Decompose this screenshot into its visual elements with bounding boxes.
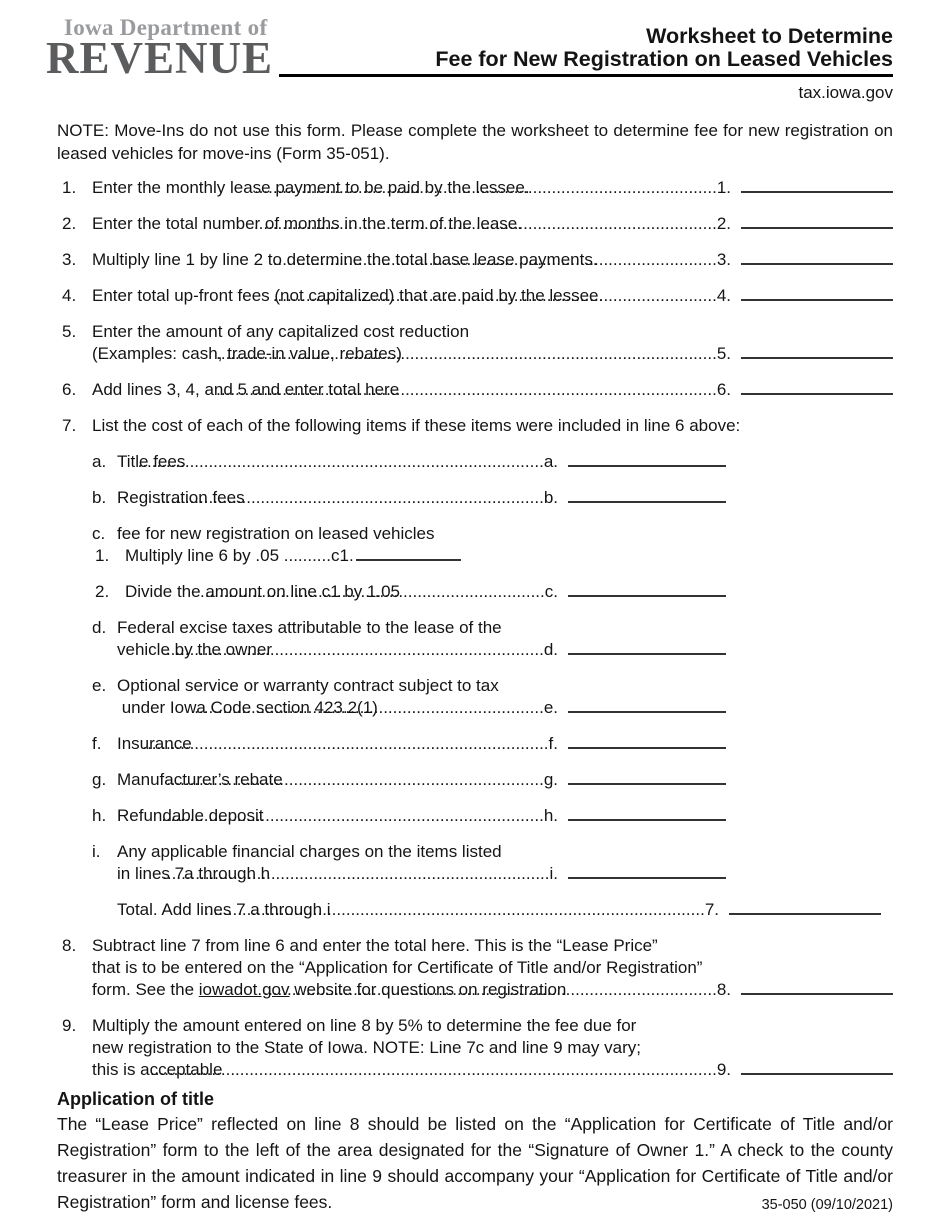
logo-text-main: REVENUE bbox=[46, 33, 274, 83]
line-5-number: 5. bbox=[62, 322, 77, 341]
line-7f-text: Insurance bbox=[117, 734, 197, 753]
line-8-text-1: Subtract line 7 from line 6 and enter the total here. This is the “Lease Price” bbox=[92, 936, 658, 955]
line-7e-text-1: Optional service or warranty contract subject to tax bbox=[117, 676, 499, 695]
line-6-amount-field[interactable] bbox=[741, 393, 893, 395]
dot-leader bbox=[151, 1059, 717, 1081]
line-7e bbox=[92, 675, 726, 719]
line-7h-label: h. bbox=[543, 806, 558, 825]
form-title-line2: Fee for New Registration on Leased Vehicles bbox=[435, 47, 893, 71]
line-7c2-text: Divide the amount on line c1 by 1.05 bbox=[125, 582, 401, 601]
line-7d-text-2: vehicle by the owner bbox=[117, 640, 272, 659]
line-1-label: 1. bbox=[716, 178, 731, 197]
line-6-label: 6. bbox=[716, 380, 731, 399]
line-7a-letter: a. bbox=[92, 452, 107, 471]
line-7i-text-1: Any applicable financial charges on the items listed bbox=[117, 842, 502, 861]
iowa-department-of-revenue-logo bbox=[46, 15, 279, 83]
dot-leader bbox=[143, 733, 549, 755]
line-5-text-2: (Examples: cash, trade-in value, rebates) bbox=[92, 344, 402, 363]
dot-leader bbox=[158, 487, 544, 509]
line-4-number: 4. bbox=[62, 286, 77, 305]
line-7-text: List the cost of each of the following items if these items were included in line 6 above: bbox=[92, 416, 741, 435]
dot-leader bbox=[139, 451, 544, 473]
line-7d-letter: d. bbox=[92, 618, 107, 637]
line-2-number: 2. bbox=[62, 214, 77, 233]
dot-leader bbox=[256, 177, 717, 199]
line-7h-letter: h. bbox=[92, 806, 107, 825]
line-7g-text: Manufacturer’s rebate bbox=[117, 770, 288, 789]
line-7g-label: g. bbox=[543, 770, 558, 789]
line-7f bbox=[92, 733, 726, 755]
line-7d bbox=[92, 617, 726, 661]
application-of-title-heading: Application of title bbox=[57, 1089, 214, 1109]
line-7-total-amount-field[interactable] bbox=[729, 913, 881, 915]
line-8-amount-field[interactable] bbox=[741, 993, 893, 995]
line-7e-text-2: under Iowa Code section 423.2(1) bbox=[117, 698, 383, 717]
dot-leader bbox=[201, 581, 545, 603]
line-7-total-text: Total. Add lines 7 a through i bbox=[117, 900, 331, 919]
line-5-label: 5. bbox=[716, 344, 731, 363]
form-title bbox=[279, 25, 893, 77]
line-7d-amount-field[interactable] bbox=[568, 653, 726, 655]
line-7e-label: e. bbox=[543, 698, 558, 717]
line-8-number: 8. bbox=[62, 936, 77, 955]
dot-leader bbox=[274, 285, 717, 307]
line-7-intro bbox=[57, 415, 893, 437]
form-title-line1: Worksheet to Determine bbox=[646, 24, 893, 48]
line-7-number: 7. bbox=[62, 416, 77, 435]
line-7b-amount-field[interactable] bbox=[568, 501, 726, 503]
dot-leader bbox=[272, 249, 717, 271]
dot-leader bbox=[203, 899, 705, 921]
line-3-text: Multiply line 1 by line 2 to determine the total base lease payments. bbox=[92, 250, 598, 269]
iowadot-gov-link[interactable]: iowadot.gov bbox=[198, 980, 290, 999]
line-7g bbox=[92, 769, 726, 791]
line-7-total-label: 7. bbox=[704, 900, 719, 919]
line-7f-letter: f. bbox=[92, 734, 102, 753]
line-9-text-1: Multiply the amount entered on line 8 by 5% to determine the fee due for bbox=[92, 1016, 637, 1035]
line-9-number: 9. bbox=[62, 1016, 77, 1035]
line-9-text-2: new registration to the State of Iowa. NOTE: Line 7c and line 9 may vary; bbox=[92, 1038, 641, 1057]
line-7d-label: d. bbox=[543, 640, 558, 659]
line-7c-amount-field[interactable] bbox=[568, 595, 726, 597]
line-2 bbox=[57, 213, 893, 235]
line-3 bbox=[57, 249, 893, 271]
worksheet-lines bbox=[57, 177, 893, 1081]
line-1-text: Enter the monthly lease payment to be paid by the lessee. bbox=[92, 178, 535, 197]
line-7g-amount-field[interactable] bbox=[568, 783, 726, 785]
note-paragraph: NOTE: Move-Ins do not use this form. Please complete the worksheet to determine fee for new registration on leased vehicles for move-ins (Form 35-051). bbox=[57, 121, 893, 163]
line-7i-amount-field[interactable] bbox=[568, 877, 726, 879]
form-number-footer: 35-050 (09/10/2021) bbox=[761, 1197, 893, 1213]
line-7b bbox=[92, 487, 726, 509]
line-4-label: 4. bbox=[716, 286, 731, 305]
line-7a bbox=[92, 451, 726, 473]
line-5 bbox=[57, 321, 893, 365]
line-7i bbox=[92, 841, 726, 885]
line-7h bbox=[92, 805, 726, 827]
line-4 bbox=[57, 285, 893, 307]
line-8 bbox=[57, 935, 893, 1001]
line-7c1-amount-field[interactable] bbox=[356, 559, 461, 561]
line-6 bbox=[57, 379, 893, 401]
line-7c2-label: c. bbox=[544, 582, 558, 601]
line-7c1-number: 1. bbox=[95, 546, 110, 565]
dot-leader bbox=[216, 343, 716, 365]
line-7a-text: Title fees bbox=[117, 452, 186, 471]
line-7f-label: f. bbox=[548, 734, 558, 753]
line-8-label: 8. bbox=[716, 980, 731, 999]
line-7d-text-1: Federal excise taxes attributable to the lease of the bbox=[117, 618, 502, 637]
line-7c1-text: Multiply line 6 by .05 .......... bbox=[125, 546, 331, 565]
line-7i-text-2: in lines 7a through h bbox=[117, 864, 271, 883]
line-7i-letter: i. bbox=[92, 842, 101, 861]
line-2-label: 2. bbox=[716, 214, 731, 233]
dot-leader bbox=[163, 805, 544, 827]
line-7c bbox=[92, 523, 726, 603]
dot-leader bbox=[252, 213, 717, 235]
line-4-text: Enter total up-front fees (not capitalized) that are paid by the lessee. bbox=[92, 286, 604, 305]
line-7i-label: i. bbox=[549, 864, 558, 883]
line-7c-text: fee for new registration on leased vehicles bbox=[117, 524, 435, 543]
dot-leader bbox=[192, 697, 544, 719]
line-1-amount-field[interactable] bbox=[741, 191, 893, 193]
line-2-amount-field[interactable] bbox=[741, 227, 893, 229]
line-5-amount-field[interactable] bbox=[741, 357, 893, 359]
line-1-number: 1. bbox=[62, 178, 77, 197]
line-5-text-1: Enter the amount of any capitalized cost reduction bbox=[92, 322, 470, 341]
line-7h-text: Refundable deposit bbox=[117, 806, 269, 825]
line-7a-amount-field[interactable] bbox=[568, 465, 726, 467]
line-8-text-3: form. See the iowadot.gov website for questions on registration bbox=[92, 980, 572, 999]
line-2-text: Enter the total number of months in the term of the lease. bbox=[92, 214, 522, 233]
dot-leader bbox=[164, 639, 544, 661]
tax-website-text: tax.iowa.gov bbox=[798, 83, 893, 102]
line-9-text-3: this is acceptable bbox=[92, 1060, 223, 1079]
dot-leader bbox=[265, 979, 716, 1001]
line-3-label: 3. bbox=[716, 250, 731, 269]
line-6-text: Add lines 3, 4, and 5 and enter total here bbox=[92, 380, 400, 399]
page-header bbox=[0, 0, 950, 83]
line-9-label: 9. bbox=[716, 1060, 731, 1079]
line-7g-letter: g. bbox=[92, 770, 107, 789]
line-3-number: 3. bbox=[62, 250, 77, 269]
line-6-number: 6. bbox=[62, 380, 77, 399]
line-7e-amount-field[interactable] bbox=[568, 711, 726, 713]
application-of-title-body: The “Lease Price” reflected on line 8 should be listed on the “Application for Certificate of Title and/or Registration” form to the left of the area designated for the “Signature of Owner 1.” A check to the county treasurer in the amount indicated in line 9 should accompany your “Application for Certificate of Title and/or Registration” form and license fees. bbox=[57, 1114, 893, 1212]
line-7f-amount-field[interactable] bbox=[568, 747, 726, 749]
line-7b-label: b. bbox=[543, 488, 558, 507]
line-8-text-2: that is to be entered on the “Application for Certificate of Title and/or Registration” bbox=[92, 958, 703, 977]
line-7b-text: Registration fees bbox=[117, 488, 250, 507]
line-7-sub-items bbox=[92, 451, 726, 885]
line-4-amount-field[interactable] bbox=[741, 299, 893, 301]
line-7h-amount-field[interactable] bbox=[568, 819, 726, 821]
line-7c-letter: c. bbox=[92, 524, 106, 543]
dot-leader bbox=[216, 379, 717, 401]
dot-leader bbox=[168, 769, 544, 791]
line-1 bbox=[57, 177, 893, 199]
line-9 bbox=[57, 1015, 893, 1081]
line-9-amount-field[interactable] bbox=[741, 1073, 893, 1075]
logo-text-top: Iowa Department of bbox=[64, 15, 268, 40]
line-7c2-number: 2. bbox=[95, 582, 110, 601]
line-3-amount-field[interactable] bbox=[741, 263, 893, 265]
line-7c1-label: c1. bbox=[330, 546, 354, 565]
dot-leader bbox=[164, 863, 549, 885]
line-7-total bbox=[57, 899, 881, 921]
line-7e-letter: e. bbox=[92, 676, 107, 695]
line-7a-label: a. bbox=[543, 452, 558, 471]
line-7b-letter: b. bbox=[92, 488, 107, 507]
